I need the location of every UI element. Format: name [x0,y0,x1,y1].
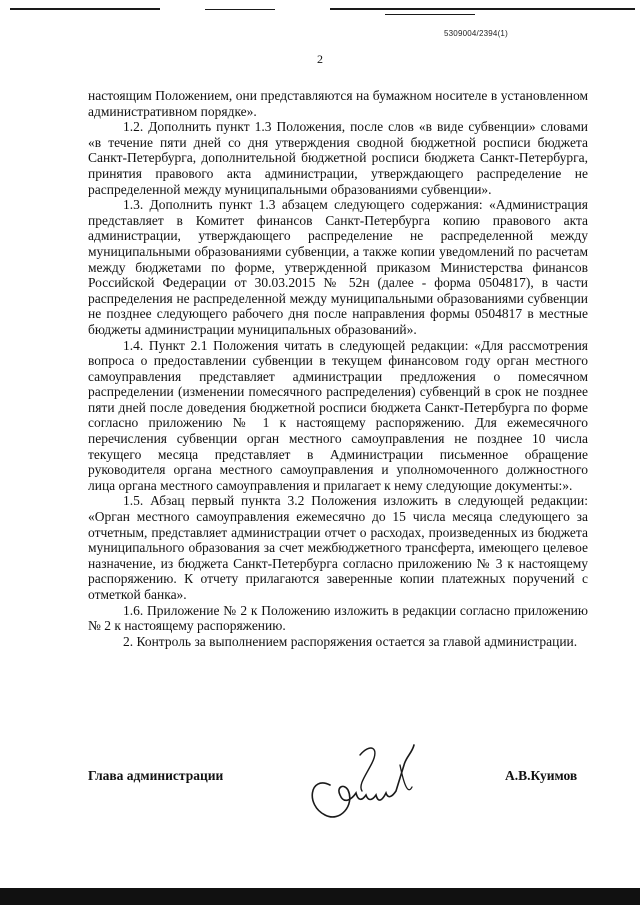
paragraph-1-6: 1.6. Приложение № 2 к Положению изложить в редакции согласно приложению № 2 к настоящему распоряжению. [88,602,588,634]
paragraph-2: 2. Контроль за выполнением распоряжения остается за главой администрации. [123,633,578,649]
document-body [88,88,588,649]
scan-line-top-2 [385,14,475,15]
scan-bottom-edge [0,888,640,905]
paragraph-1-3: 1.3. Дополнить пункт 1.3 абзацем следующего содержания: «Администрация представляет в Комитет финансов Санкт-Петербурга копию правового акта администрации, утверждающего распределение не распределенной между муниципальными образованиями субвенции, а также копии уведомлений по расчетам между бюджетами по форме, утвержденной приказом Министерства финансов Российской Федерации от 30.03.2015 № 52н (далее - форма 0504817), в части распределения не распределенной между муниципальными образованиями субвенции не позднее следующего рабочего дня после направления формы 0504817 в местные бюджеты администрации муниципальных образований». [88,197,588,337]
scan-line-top-left [10,8,160,10]
handwritten-signature [300,735,445,835]
signatory-name: А.В.Куимов [505,768,578,783]
paragraph-1-2: 1.2. Дополнить пункт 1.3 Положения, после слов «в виде субвенции» словами «в течение пяти дней со дня утверждения сводной бюджетной росписи бюджета Санкт-Петербурга, дополнительной бюджетной росписи бюджета Санкт-Петербурга, принятия правового акта администрации, утверждающего распределение не распределенной между муниципальными образованиями субвенции». [88,119,588,197]
signatory-title: Глава администрации [88,768,224,783]
paragraph-continuation: настоящим Положением, они представляются на бумажном носителе в установленном административном порядке». [88,88,588,119]
scan-line-top-right [330,8,635,10]
document-id: 5309004/2394(1) [444,29,508,38]
paragraph-1-5: 1.5. Абзац первый пункта 3.2 Положения изложить в следующей редакции: «Орган местного самоуправления ежемесячно до 15 числа месяца следующего за отчетным, представляет администрации отчет о расходах, произведенных из бюджета муниципального образования за счет межбюджетного трансферта, имеющего целевое назначение, из бюджета Санкт-Петербурга согласно приложению № 3 к настоящему распоряжению. К отчету прилагаются заверенные копии платежных поручений с отметкой банка». [88,493,588,602]
page-number: 2 [317,52,323,66]
paragraph-1-4: 1.4. Пункт 2.1 Положения читать в следующей редакции: «Для рассмотрения вопроса о предоставлении субвенции в текущем финансовом году орган местного самоуправления представляет администрации предложения о помесячном распределении (изменении помесячного распределения) субвенций в срок не позднее пяти дней после доведения бюджетной росписи бюджета Санкт-Петербурга по форме согласно приложению № 1 к настоящему распоряжению. Для ежемесячного перечисления субвенции орган местного самоуправления не позднее 10 числа текущего месяца представляет в Администрации письменное обращение руководителя органа местного самоуправления и уполномоченного должностного лица органа местного самоуправления и прилагает к нему следующие документы:». [88,337,588,493]
scan-line-top-mid [205,9,275,10]
